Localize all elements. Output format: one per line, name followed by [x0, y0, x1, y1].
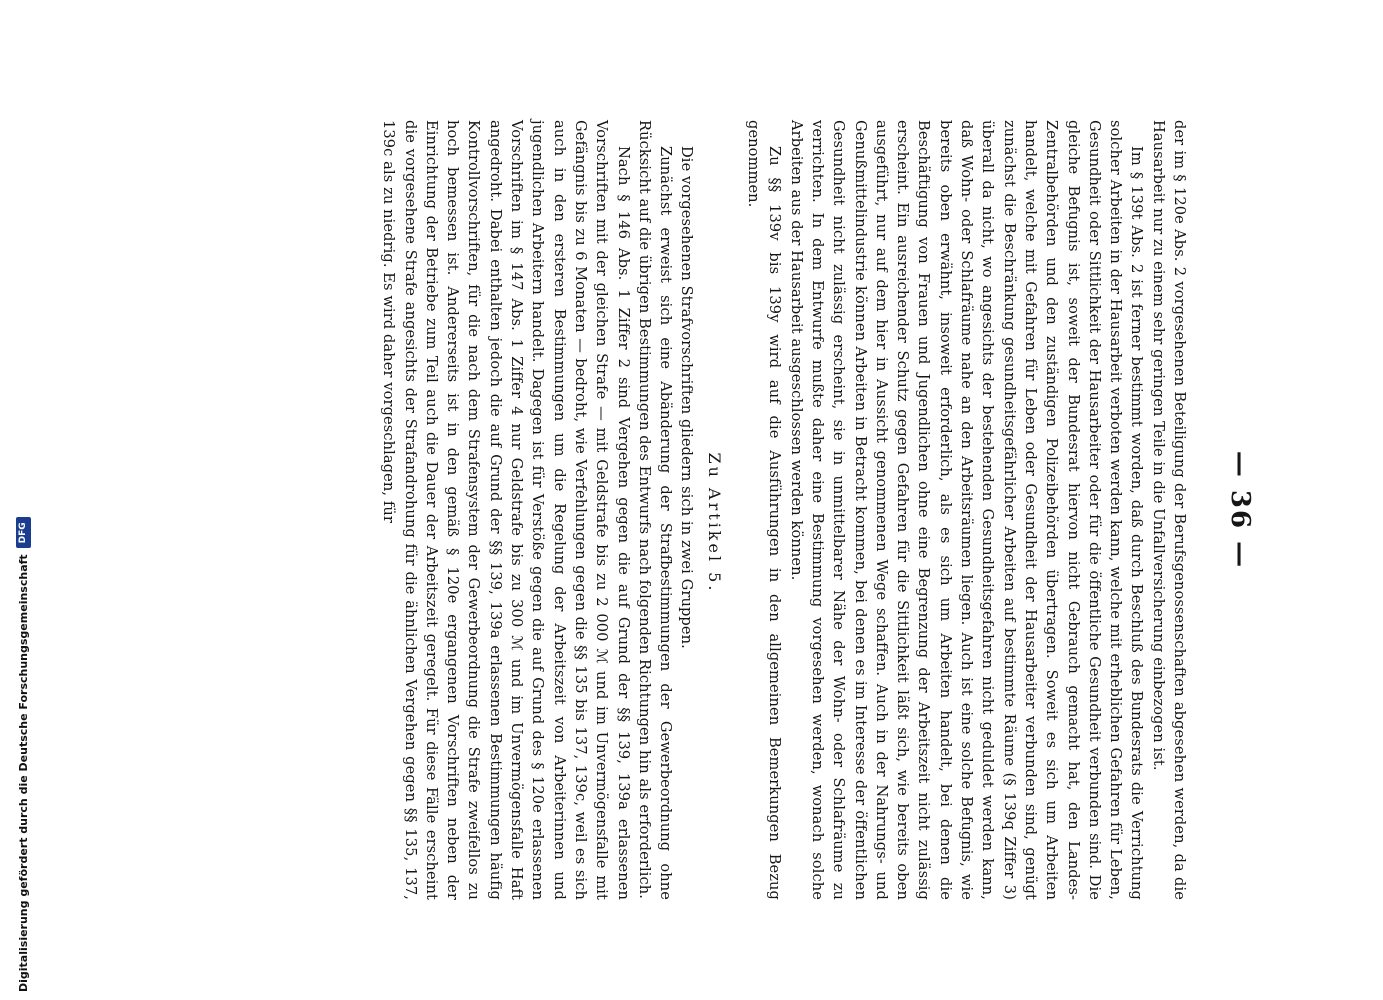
paragraph-5: Zunächst erweist sich eine Abänderung der Strafbestimmungen der Gewerbeordnung ohne Rücksicht auf die übrigen Bestimmungen des Entwurfs nach folgenden Richtungen hin als erforderlich.: [635, 120, 675, 900]
page-number: — 36 —: [1225, 450, 1255, 570]
paragraph-2: Im § 139t Abs. 2 ist ferner bestimmt worden, daß durch Beschluß des Bundesrats die Verrichtung solcher Arbeiten in der Hausarbeit verboten werden kann, welche mit erheblichen Gefahren für Leben, Gesundheit oder Sittlichkeit der Hausarbeiter oder für die öffentliche Gesundheit verbunden sind. Die gleiche Befugnis ist, soweit der Bundesrat hiervon nicht Gebrauch gemacht hat, den Landes-Zentralbehörden und den zuständigen Polizeibehörden übertragen. Soweit es sich um Arbeiten handelt, welche mit Gefahren für Leben oder Gesundheit der Hausarbeiter verbunden sind, genügt zunächst die Beschränkung gesundheitsgefährlicher Arbeiten auf bestimmte Räume (§ 139q Ziffer 3) überall da nicht, wo angesichts der bestehenden Gesundheitsgefahren nicht geduldet werden kann, daß Wohn- oder Schlafräume nahe an den Arbeitsräumen liegen. Auch ist eine solche Befugnis, wie bereits oben erwähnt, insoweit erforderlich, als es sich um Arbeiten handelt, bei denen die Beschäftigung von Frauen und Jugendlichen ohne eine Begrenzung der Arbeitszeit nicht zulässig erscheint. Ein ausreichender Schutz gegen Gefahren für die Sittlichkeit läßt sich, wie bereits oben ausgeführt, nur auf dem hier in Aussicht genommenen Wege schaffen. Auch in der Nahrungs- und Genußmittelindustrie können Arbeiten in Betracht kommen, bei denen es im Interesse der öffentlichen Gesundheit nicht zulässig erscheint, sie in unmittelbarer Nähe der Wohn- oder Schlafräume zu verrichten. In dem Entwurfe mußte daher eine Bestimmung vorgesehen werden, wonach solche Arbeiten aus der Hausarbeit ausgeschlossen werden können.: [787, 120, 1146, 900]
paragraph-1: der im § 120e Abs. 2 vorgesehenen Beteiligung der Berufsgenossenschaften abgesehen werden, da die Hausarbeit nur zu einem sehr geringen Teile in die Unfallversicherung einbezogen ist.: [1149, 120, 1188, 900]
rotated-page-content: [130, 120, 1260, 900]
section-heading: Zu Artikel 5.: [704, 452, 724, 594]
section-spacer: [725, 120, 743, 900]
credit-text: Digitalisierung gefördert durch die Deutsche Forschungsgemeinschaft: [16, 554, 30, 992]
paragraph-3: Zu §§ 139v bis 139y wird auf die Ausführungen in den allgemeinen Bemerkungen Bezug genommen.: [745, 120, 784, 900]
digitization-sidebar: [0, 0, 30, 1000]
body-text: [378, 120, 1190, 900]
paragraph-4: Die vorgesehenen Strafvorschriften gliedern sich in zwei Gruppen.: [678, 146, 696, 649]
dfg-logo-icon: DFG: [16, 517, 31, 548]
paragraph-6: Nach § 146 Abs. 1 Ziffer 2 sind Vergehen gegen die auf Grund der §§ 139, 139a erlassenen Vorschriften mit der gleichen Strafe — mit Geldstrafe bis zu 2 000 ℳ und im Unvermögensfalle mit Gefängnis bis zu 6 Monaten — bedroht, wie Verfehlungen gegen die §§ 135 bis 137, 139c, weil es sich auch in den ersteren Bestimmungen um die Regelung der Arbeitszeit von Arbeiterinnen und jugendlichen Arbeitern handelt. Dagegen ist für Verstöße gegen die auf Grund des § 120e erlassenen Vorschriften im § 147 Abs. 1 Ziffer 4 nur Geldstrafe bis zu 300 ℳ und im Unvermögensfalle Haft angedroht. Dabei enthalten jedoch die auf Grund der §§ 139, 139a erlassenen Bestimmungen häufig Kontrollvorschriften, für die nach dem Strafensystem der Gewerbeordnung die Strafe zweifellos zu hoch bemessen ist. Andererseits ist in den gemäß § 120e ergangenen Vorschriften neben der Einrichtung der Betriebe zum Teil auch die Dauer der Arbeitszeit geregelt. Für diese Fälle erscheint die vorgesehene Strafe angesichts der Strafandrohung für die ähnlichen Vergehen gegen §§ 135, 137, 139c als zu niedrig. Es wird daher vorgeschlagen, für: [380, 120, 632, 900]
digitization-credit: [16, 92, 31, 992]
